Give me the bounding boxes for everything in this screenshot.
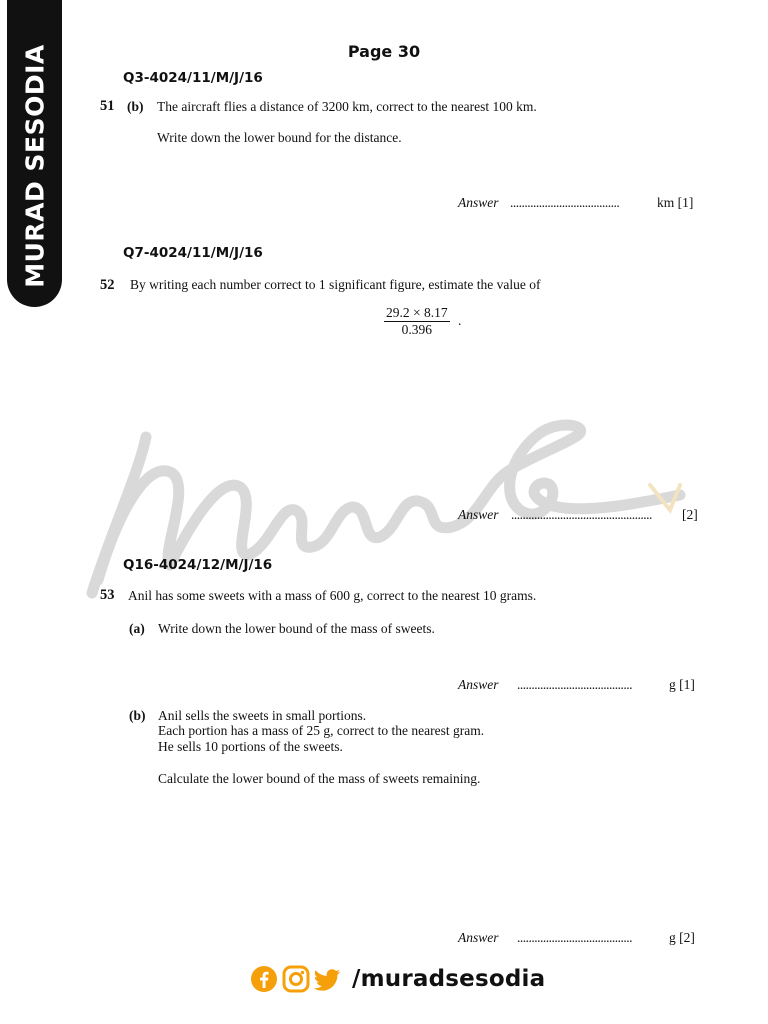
- q53-reference: Q16-4024/12/M/J/16: [123, 557, 273, 573]
- q51-number: 51: [100, 98, 115, 114]
- q51-part-label: (b): [127, 99, 144, 114]
- page-title: Page 30: [347, 42, 421, 61]
- q53a-marks: g [1]: [669, 677, 695, 692]
- side-tab-label: MURAD SESODIA: [20, 44, 49, 288]
- q53b-answer-line: ........................................: [517, 930, 632, 945]
- q51-answer-line: ......................................: [510, 195, 620, 210]
- q53a-answer-label: Answer: [458, 677, 499, 692]
- q52-text: By writing each number correct to 1 significant figure, estimate the value of: [130, 277, 541, 292]
- q51-instruction: Write down the lower bound for the distance.: [157, 130, 402, 145]
- q51-answer-label: Answer: [458, 195, 499, 210]
- footer-handle[interactable]: /muradsesodia: [352, 966, 546, 992]
- q53-part-a-text: Write down the lower bound of the mass of sweets.: [158, 621, 435, 636]
- q53b-answer-label: Answer: [458, 930, 499, 945]
- q53b-marks: g [2]: [669, 930, 695, 945]
- q51-marks: km [1]: [657, 195, 694, 210]
- q52-fraction: [384, 305, 450, 338]
- fraction-tail: .: [458, 313, 462, 328]
- q52-answer-line: .................................................: [511, 507, 652, 522]
- instagram-icon[interactable]: [282, 965, 310, 993]
- twitter-icon[interactable]: [314, 965, 342, 993]
- q53a-answer-line: ........................................: [517, 677, 632, 692]
- fraction-denominator: 0.396: [401, 322, 432, 337]
- q53-part-b-line4: Calculate the lower bound of the mass of sweets remaining.: [158, 771, 481, 786]
- q53-part-b-line1: Anil sells the sweets in small portions.: [158, 708, 367, 723]
- q51-text: The aircraft flies a distance of 3200 km, correct to the nearest 100 km.: [157, 99, 537, 114]
- q53-part-b-line2: Each portion has a mass of 25 g, correct to the nearest gram.: [158, 723, 485, 738]
- q53-number: 53: [100, 587, 115, 603]
- facebook-icon[interactable]: [250, 965, 278, 993]
- q51-reference: Q3-4024/11/M/J/16: [123, 70, 263, 86]
- q53-part-b-line3: He sells 10 portions of the sweets.: [158, 739, 343, 754]
- q53-part-a-label: (a): [129, 621, 145, 636]
- footer-social: [250, 963, 545, 995]
- q52-answer-label: Answer: [458, 507, 499, 522]
- q52-number: 52: [100, 277, 115, 293]
- q53-text: Anil has some sweets with a mass of 600 g, correct to the nearest 10 grams.: [128, 588, 537, 603]
- q53-part-b-label: (b): [129, 708, 146, 723]
- fraction-numerator: 29.2 × 8.17: [386, 305, 448, 320]
- q52-marks: [2]: [682, 507, 698, 522]
- q52-reference: Q7-4024/11/M/J/16: [123, 245, 263, 261]
